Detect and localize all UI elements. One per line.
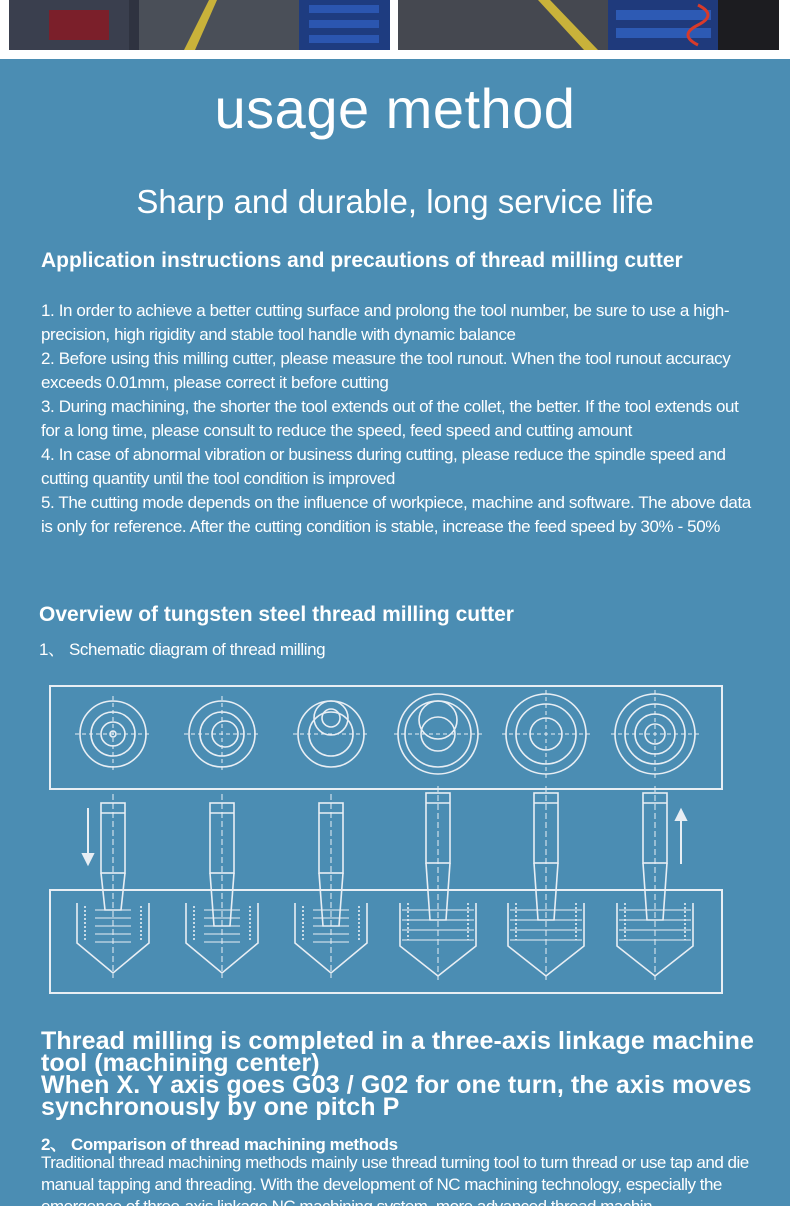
instruction-item: 2. Before using this milling cutter, please measure the tool runout. When the tool runout accuracy exceeds 0.01mm, please correct it before cutting <box>41 349 731 392</box>
workshop-photo-left <box>9 0 390 50</box>
summary-line-2: When X. Y axis goes G03 / G02 for one turn, the axis moves synchronously by one pitch P <box>41 1071 752 1121</box>
application-heading: Application instructions and precautions of thread milling cutter <box>41 249 683 272</box>
top-photo-strip <box>0 0 790 56</box>
schematic-caption: 1、 Schematic diagram of thread milling <box>39 640 326 659</box>
instruction-item: 5. The cutting mode depends on the influence of workpiece, machine and software. The above data is only for reference. After the cutting condition is stable, increase the feed speed by 30% - 50% <box>41 493 751 536</box>
summary-text <box>41 1027 781 1121</box>
thread-milling-schematic <box>40 678 732 1000</box>
instruction-item: 1. In order to achieve a better cutting surface and prolong the tool number, be sure to use a high-precision, high rigidity and stable tool handle with dynamic balance <box>41 301 730 344</box>
workshop-photo-right <box>398 0 779 50</box>
comparison-heading: 2、 Comparison of thread machining methods <box>41 1135 398 1154</box>
summary-line-1: Thread milling is completed in a three-axis linkage machine tool (machining center) <box>41 1027 755 1077</box>
instruction-item: 4. In case of abnormal vibration or business during cutting, please reduce the spindle speed and cutting quantity until the tool condition is improved <box>41 445 726 488</box>
overview-heading: Overview of tungsten steel thread milling cutter <box>39 603 514 626</box>
instruction-item: 3. During machining, the shorter the tool extends out of the collet, the better. If the tool extends out for a long time, please consult to reduce the speed, feed speed and cutting amount <box>41 397 739 440</box>
instructions-list <box>41 299 761 539</box>
page-title: usage method <box>214 77 576 140</box>
comparison-text: Traditional thread machining methods mainly use thread turning tool to turn thread or use tap and die manual tapping and threading. With the development of NC machining technology, especially the emergence of three-axis linkage NC machining system, more advanced thread machin- <box>41 1153 749 1216</box>
page-subtitle: Sharp and durable, long service life <box>136 183 654 220</box>
